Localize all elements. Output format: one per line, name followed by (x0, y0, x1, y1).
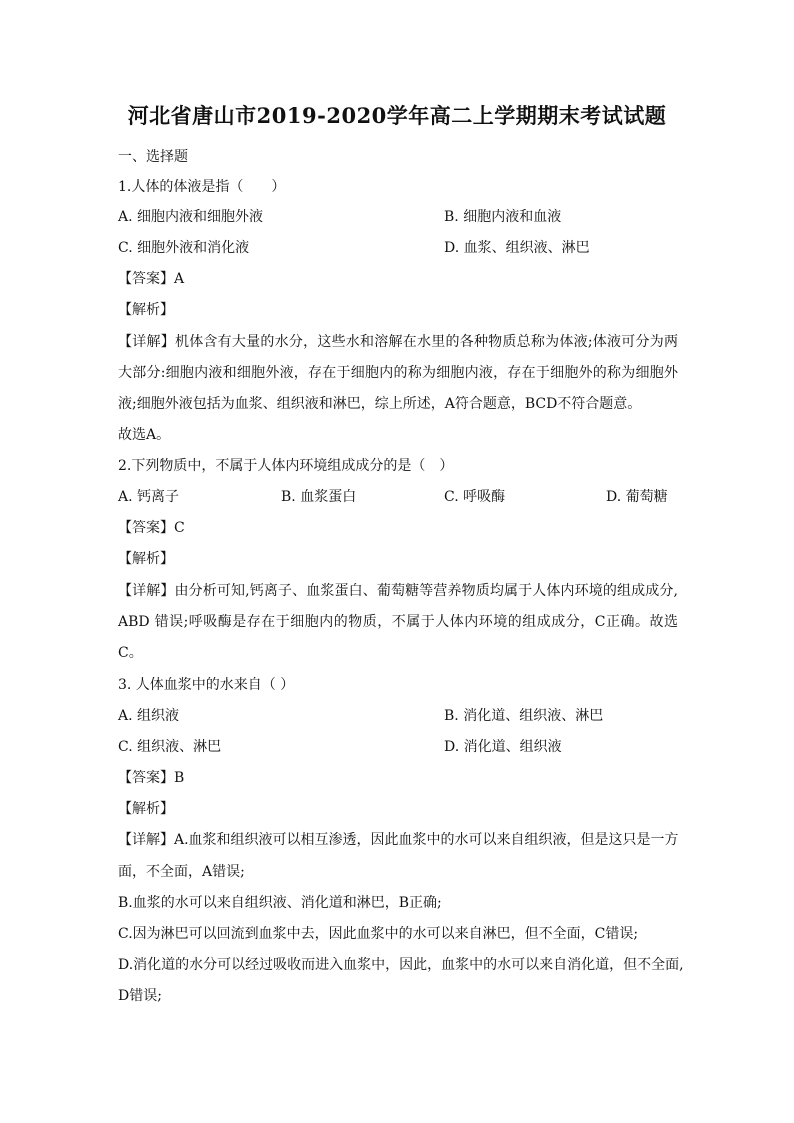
question-1-detail-line-3: 液;细胞外液包括为血浆、组织液和淋巴，综上所述，A符合题意，BCD不符合题意。 (118, 396, 642, 412)
question-1-option-d: D. 血浆、组织液、淋巴 (444, 240, 590, 256)
question-3-detail-line-3: B.血浆的水可以来自组织液、消化道和淋巴，B正确; (118, 895, 442, 911)
question-1-detail-line-2: 大部分:细胞内液和细胞外液，存在于细胞内的称为细胞内液，存在于细胞外的称为细胞外 (118, 365, 678, 381)
question-3-answer: 【答案】B (118, 770, 185, 786)
question-3-detail-line-1: 【详解】A.血浆和组织液可以相互渗透，因此血浆中的水可以来自组织液，但是这只是一方 (118, 832, 679, 848)
question-2-detail-line-1: 【详解】由分析可知,钙离子、血浆蛋白、葡萄糖等营养物质均属于人体内环境的组成成分, (118, 583, 678, 599)
question-1-option-c: C. 细胞外液和消化液 (118, 240, 250, 256)
question-2-stem: 2.下列物质中，不属于人体内环境组成成分的是（ ） (118, 458, 454, 474)
question-3-detail-line-2: 面，不全面，A错误; (118, 864, 245, 880)
question-2-detail-line-2: ABD 错误;呼吸酶是存在于细胞内的物质，不属于人体内环境的组成成分，C正确。故选 (118, 614, 678, 630)
question-3-detail-line-4: C.因为淋巴可以回流到血浆中去，因此血浆中的水可以来自淋巴，但不全面，C错误; (118, 926, 639, 942)
question-3-detail-line-5: D.消化道的水分可以经过吸收而进入血浆中，因此，血浆中的水可以来自消化道，但不全面, (118, 957, 684, 973)
question-3-option-c: C. 组织液、淋巴 (118, 739, 222, 755)
question-1-stem: 1.人体的体液是指（ ） (118, 179, 286, 195)
question-2-analysis-label: 【解析】 (118, 551, 174, 567)
question-3-stem: 3. 人体血浆中的水来自（ ） (118, 677, 295, 693)
question-3-analysis-label: 【解析】 (118, 801, 174, 817)
question-1-detail-line-1: 【详解】机体含有大量的水分，这些水和溶解在水里的各种物质总称为体液;体液可分为两 (118, 334, 678, 350)
question-3-option-b: B. 消化道、组织液、淋巴 (444, 708, 604, 724)
question-3-detail-line-6: D错误; (118, 988, 162, 1004)
question-1-option-a: A. 细胞内液和细胞外液 (118, 209, 264, 225)
question-3-option-d: D. 消化道、组织液 (444, 739, 562, 755)
question-1-option-b: B. 细胞内液和血液 (444, 209, 562, 225)
question-2-answer: 【答案】C (118, 520, 185, 536)
question-2-detail-line-3: C。 (118, 645, 143, 661)
question-2-option-a: A. 钙离子 (118, 489, 180, 505)
question-1-detail-line-4: 故选A。 (118, 427, 171, 443)
question-2-option-b: B. 血浆蛋白 (281, 489, 357, 505)
question-3-option-a: A. 组织液 (118, 708, 180, 724)
question-1-answer: 【答案】A (118, 271, 185, 287)
question-2-option-c: C. 呼吸酶 (444, 489, 506, 505)
question-2-option-d: D. 葡萄糖 (606, 489, 668, 505)
page-title: 河北省唐山市2019-2020学年高二上学期期末考试试题 (127, 103, 667, 128)
section-heading: 一、选择题 (118, 149, 188, 165)
question-1-analysis-label: 【解析】 (118, 302, 174, 318)
